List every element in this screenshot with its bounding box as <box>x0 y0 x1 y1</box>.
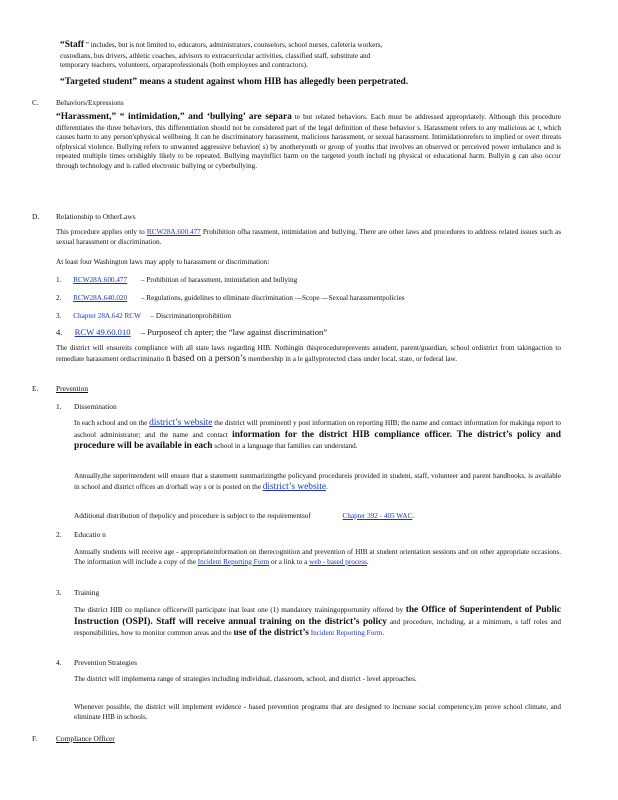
list-item: 2. RCW28A.640.020 – Regulations, guidelines to eliminate discrimination —Scope —Sexual harassmentpolicies <box>56 294 405 302</box>
education-para: Annually students will receive age - appropriateinformation on therecognition and prevention of HIB at student orientation sessions and on other appropriate occasions. The information will include a copy of the Incident Reporting Form or a link to a web - based process. <box>74 548 561 566</box>
district-website-link[interactable]: district’s website <box>149 418 213 428</box>
subsection-4-title: Prevention Strategies <box>74 658 138 667</box>
wac-chapter-link[interactable]: Chapter 392 - 405 WAC <box>342 512 413 520</box>
section-d-para2: At least four Washington laws may apply to harassment or discrimination: <box>56 258 270 266</box>
section-f-title: Compliance Officer <box>56 734 115 743</box>
subsection-1-number: 1. <box>56 402 62 411</box>
subsection-3-title: Training <box>74 588 100 597</box>
law-link[interactable]: RCW28A.640.020 <box>73 294 128 302</box>
staff-term: “Staff <box>60 40 84 50</box>
law-link[interactable]: RCW28A.600.477 <box>73 276 128 284</box>
dissemination-para3: Additional distribution of thepolicy and procedure is subject to the requirementsof Chapter 392 - 405 WAC. <box>74 512 415 520</box>
targeted-student-definition: “Targeted student” means a student against whom HIB has allegedly been perpetrated. <box>60 77 409 87</box>
training-para: The district HIB co mpliance officerwill participate inat least one (1) mandatory trainingopportunity offered by the Office of Superintendent of Public Instruction (OSPI). Staff will receive annual training on the district’s policy and procedure, including, at a minimum, s taff roles and responsibilities, how to monitor common areas and the use of the district’s Incident Reporting Form. <box>74 605 562 638</box>
subsection-4-number: 4. <box>56 658 62 667</box>
rcw-link-inline[interactable]: RCW28A.600.477 <box>146 228 201 236</box>
law-link[interactable]: Chapter 28A.642 RCW <box>73 312 141 320</box>
incident-reporting-form-link[interactable]: Incident Reporting Form <box>197 557 270 566</box>
web-based-process-link[interactable]: web - based process <box>309 557 367 566</box>
section-d-title: Relationship to OtherLaws <box>56 212 136 221</box>
section-d-para3: The district will ensureits compliance with all state laws regarding HIB. Nothingin thisprocedureprevents astudent, parent/guardian, school ordistrict from takingaction to remediate harassment ordiscriminatio n based on a person’s membership in a le gallyprotected class under local, state, or federal law. <box>56 344 561 364</box>
incident-reporting-form-link[interactable]: Incident Reporting Form <box>310 629 383 637</box>
section-c-title: Behaviors/Expressions <box>56 98 124 107</box>
section-c-letter: C. <box>32 98 39 107</box>
section-e-title: Prevention <box>56 384 89 393</box>
strategies-para2: Whenever possible, the district will implement evidence - based prevention programs that are designed to increase social competency,im prove school climate, and eliminate HIB in schools. <box>74 703 561 721</box>
list-item: 3. Chapter 28A.642 RCW – Discriminationprohibition <box>56 312 231 320</box>
staff-definition: “Staff ” includes, but is not limited to, educators, administrators, counselors, school nurses, cafeteria workers, custodians, bus drivers, athletic coaches, advisors to extracurricular activities, classified staff, substitute and temporary teachers, volunteers, orparaprofessionals (both employees and contractors). <box>60 40 383 70</box>
targeted-term: “Targeted student <box>60 77 133 87</box>
dissemination-para2: Annually,the superintendent will ensure that a statement summarizingthe policyand procedureis provided in student, staff, volunteer and parent handbooks, is available in school and district offices an d/orhall way s or is posted on the district’s website. <box>74 472 561 492</box>
subsection-2-title: Educatio n <box>74 530 106 539</box>
list-item: 1. RCW28A.600.477 – Prohibition of harassment, intimidation and bullying <box>56 276 298 284</box>
subsection-3-number: 3. <box>56 588 62 597</box>
section-d-para1: This procedure applies only to RCW28A.600.477 Prohibition ofha rassment, intimidation and bullying. There are other laws and procedures to address related issues such as sexual harassment or discrimination. <box>56 228 561 246</box>
dissemination-para1: In each school and on the district’s website the district will prominentl y post information on reporting HIB; the name and contact information for makinga report to aschool administrator; and the name and contact information for the district HIB compliance officer. The district’s policy and procedure will be available in each school in a language that families can understand. <box>74 418 562 451</box>
section-d-letter: D. <box>32 212 40 221</box>
section-e-letter: E. <box>32 384 39 393</box>
subsection-1-title: Dissemination <box>74 402 117 411</box>
list-item: 4. RCW 49.60.010 – Purposeof ch apter; the “law against discrimination” <box>56 327 328 337</box>
district-website-link[interactable]: district’s website <box>262 481 326 492</box>
subsection-2-number: 2. <box>56 530 62 539</box>
section-f-letter: F. <box>32 734 38 743</box>
section-c-body: “Harassment,” “ intimidation,” and ‘bullying’ are separa te but related behaviors. Each must be addressed appropriately. Although this procedure differentiates the three behaviors, this differentiation should not be considered part of the legal definition of these behavior s. Harassment refers to any malicious ac t, which causes harm to any person'sphysical wellbeing. It can be discriminatory harassment, malicious harassment, or sexual harassment. Intimidationrefers to implied or overt threats ofphysical violence. Bullying refers to unwanted aggressive behavior( s) by anotheryouth or group of youths that involves an observed or perceived power imbalance and is repeated multiple times orishighly likely to be repeated. Bullying mayinflict harm on the targeted youth includi ng physical or educational harm. Bullyin g can also occur through technology and is called electronic bullying or cyberbullying. <box>56 112 561 170</box>
strategies-para1: The district will implementa range of strategies including individual, classroom, school, and district - level approaches. <box>74 675 417 683</box>
law-link[interactable]: RCW 49.60.010 <box>74 327 131 337</box>
